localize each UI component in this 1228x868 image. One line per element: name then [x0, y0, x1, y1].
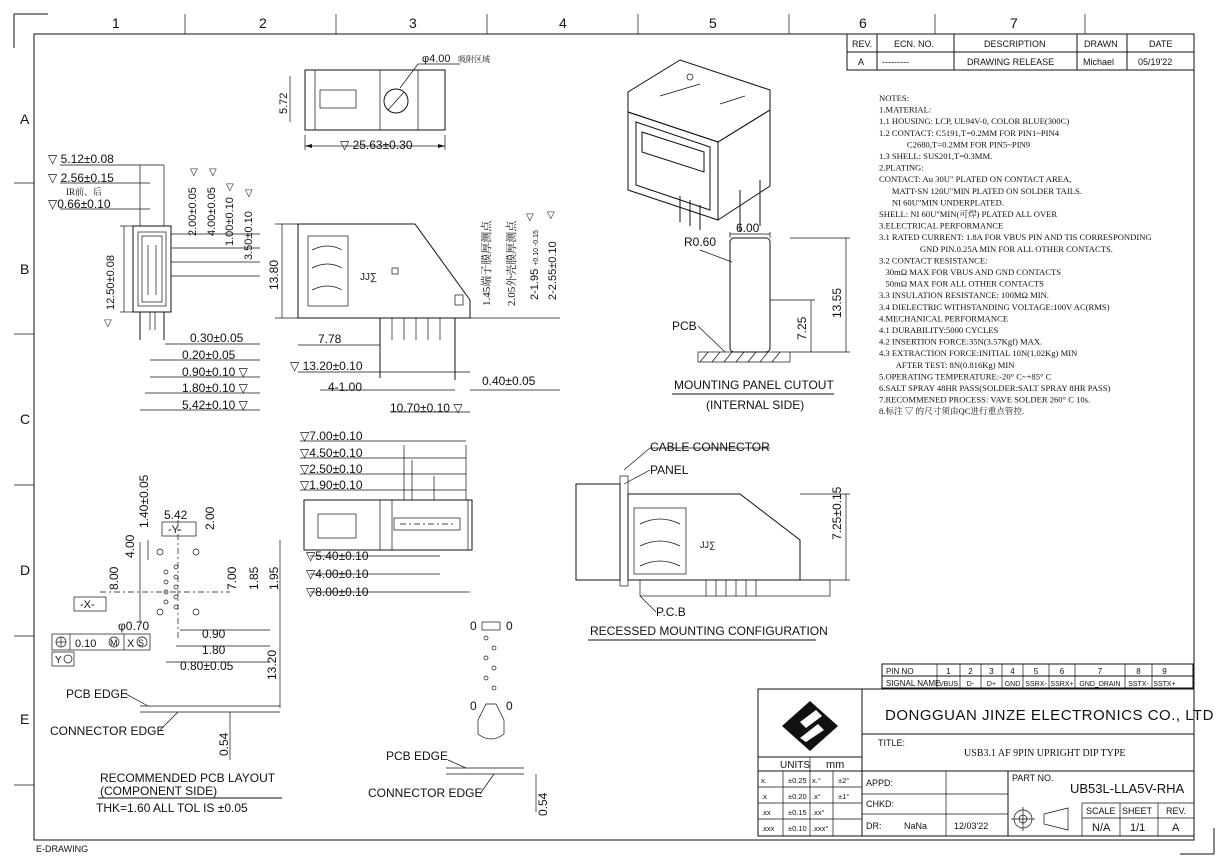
pin-number: 5: [1033, 667, 1039, 676]
gdt-datum-y: Y: [55, 655, 62, 666]
tolerance-cell: .xx°: [812, 808, 825, 817]
rev-label: REV.: [1166, 806, 1187, 816]
dim-front-d10: 0.20±0.05: [182, 348, 236, 362]
units-value: mm: [826, 759, 845, 771]
bottom-dim-c: ▽2.50±0.10: [300, 462, 363, 476]
note-line: 3.2 CONTACT RESISTANCE:: [879, 255, 988, 266]
col-label-2: 2: [259, 15, 267, 31]
date-header: DATE: [1149, 39, 1173, 49]
tolerance-cell: .xx: [761, 808, 771, 817]
pin-signal: SSRX+: [1050, 681, 1074, 688]
drawer-name: NaNa: [904, 821, 928, 831]
gdt-tolerance: 0.10: [75, 638, 97, 650]
bottom-dim-g: ▽8.00±0.10: [306, 585, 369, 599]
description-value: DRAWING RELEASE: [967, 57, 1055, 67]
gdt-modifier: M: [110, 638, 118, 648]
dim-front-d7: 3.50±0.10: [243, 211, 255, 260]
cutout-height: 13.55: [830, 287, 844, 318]
pcb-layout-subtitle: (COMPONENT SIDE): [100, 784, 218, 798]
pin-no-label: PIN NO: [886, 667, 914, 676]
dim-top-height: 5.72: [278, 92, 290, 114]
pcb-dim-a: 1.40±0.05: [137, 474, 151, 528]
edge-zero-3: 0: [470, 699, 477, 713]
edge-dim: 0.54: [536, 792, 550, 816]
cutout-height2: 7.25: [795, 316, 809, 340]
tolerance-cell: ±0.15: [788, 808, 807, 817]
note-line: 3.1 RATED CURRENT: 1.8A FOR VBUS PIN AND TIS CORRESPONDING: [879, 232, 1152, 243]
dim-side-c: 4-1.00: [328, 380, 363, 394]
tolerance-cell: x.°: [812, 776, 821, 785]
dim-front-d4: 2.00±0.05: [187, 187, 199, 236]
cutout-subtitle: (INTERNAL SIDE): [706, 398, 805, 412]
note-line: 3.3 INSULATION RESISTANCE: 100MΩ MIN.: [879, 290, 1049, 301]
edge-detail: [368, 619, 550, 816]
tolerance-cell: ±2°: [838, 776, 850, 785]
recessed-height: 7.25±0.15: [830, 486, 844, 540]
note-line: SHELL: NI 60U"MIN(可焊) PLATED ALL OVER: [879, 209, 1058, 219]
footer-label: E-DRAWING: [36, 844, 89, 854]
rev-value-block: A: [1172, 822, 1180, 834]
tolerance-cell: ±0.25: [788, 776, 807, 785]
pin-signal: GND: [1004, 681, 1021, 688]
pin-number: 8: [1136, 667, 1141, 676]
recessed-panel-label: PANEL: [650, 463, 689, 477]
bottom-dim-e: ▽5.40±0.10: [306, 549, 369, 563]
pin-signal: VBUS: [938, 681, 959, 688]
pin-signal: GND_DRAIN: [1079, 681, 1121, 688]
recessed-mounting-configuration: [576, 440, 850, 640]
gdt-datum-s: S: [138, 638, 145, 648]
pcb-dim-m: 0.54: [217, 732, 231, 756]
dim-front-d11: 0.90±0.10 ▽: [182, 365, 248, 379]
dim-side-height: 13.80: [267, 259, 281, 290]
pcb-edge-label: PCB EDGE: [66, 687, 129, 701]
pcb-layout-title: RECOMMENDED PCB LAYOUT: [100, 771, 276, 785]
pcb-hole-dia: φ0.70: [118, 619, 150, 633]
note-line: CONTACT: Au 30U" PLATED ON CONTACT AREA,: [879, 174, 1072, 185]
suction-area-label: 吸附区域: [458, 55, 490, 64]
pin-number: 2: [968, 667, 973, 676]
tolerance-cell: .xxx: [761, 824, 775, 833]
pcb-dim-b: 5.42: [164, 508, 188, 522]
pin-signal: SSRX-: [1025, 681, 1047, 688]
description-header: DESCRIPTION: [984, 39, 1046, 49]
note-line: 4.1 DURABILITY:5000 CYCLES: [879, 325, 999, 335]
pin-number: 6: [1059, 667, 1065, 676]
edge-zero-2: 0: [506, 619, 513, 633]
pcb-dim-i: 0.90: [202, 627, 226, 641]
pcb-dim-e: 8.00: [107, 566, 121, 590]
note-line: 7.RECOMMENED PROCESS: VAVE SOLDER 260° C 10s.: [879, 394, 1091, 405]
bottom-dim-f: ▽4.00±0.10: [306, 567, 369, 581]
col-label-7: 7: [1010, 15, 1018, 31]
cutout-pcb-label: PCB: [672, 319, 697, 333]
col-label-6: 6: [859, 15, 867, 31]
note-line: C2680,T=0.2MM FOR PIN5~PIN9: [879, 139, 1031, 150]
units-label: UNITS: [780, 760, 810, 771]
tolerance-cell: x.: [761, 776, 767, 785]
tolerance-cell: ±1°: [838, 792, 850, 801]
scale-label: SCALE: [1086, 806, 1116, 816]
dim-front-d2: ▽ 2.56±0.15: [48, 171, 114, 185]
ecn-value: ---------: [882, 57, 909, 67]
revision-table: [847, 34, 1194, 70]
pcb-datum-y: -Y-: [168, 524, 182, 536]
tolerance-cell: .x: [761, 792, 767, 801]
dim-side-v3: 2-1.95 +0.10 -0.15: [529, 230, 541, 300]
mounting-panel-cutout: [672, 221, 850, 412]
note-line: AFTER TEST: 8N(0.816Kg) MIN: [879, 359, 1015, 370]
edge-connector-label: CONNECTOR EDGE: [368, 786, 483, 800]
recessed-title: RECESSED MOUNTING CONFIGURATION: [590, 624, 828, 638]
drawn-header: DRAWN: [1084, 39, 1118, 49]
gdt-datum-x: X: [127, 638, 135, 650]
pcb-layout-tolerance: THK=1.60 ALL TOL IS ±0.05: [96, 801, 248, 815]
recessed-mark-label: JJ∑: [700, 540, 716, 550]
dim-side-v1: 1.45端子膜厚测点: [481, 220, 493, 306]
front-view: [48, 152, 260, 412]
col-label-1: 1: [112, 15, 120, 31]
pcb-dim-k: 0.80±0.05: [180, 659, 234, 673]
dim-side-d: 10.70±0.10 ▽: [390, 401, 463, 415]
pcb-dim-d: 4.00: [123, 534, 137, 558]
note-line: 1.MATERIAL:: [879, 104, 932, 115]
side-view: [267, 210, 560, 415]
pin-number: 7: [1097, 667, 1103, 676]
company-name: DONGGUAN JINZE ELECTRONICS CO., LTD: [885, 707, 1214, 724]
dim-front-d3: ▽0.66±0.10: [48, 197, 111, 211]
recommended-pcb-layout: [50, 474, 282, 815]
pcb-dim-f: 7.00: [225, 566, 239, 590]
projection-symbol-icon: [1011, 807, 1068, 831]
pin-table: [882, 664, 1193, 688]
note-line: NOTES:: [879, 93, 910, 103]
pin-signal: SSTX+: [1153, 681, 1176, 688]
dim-suction-diameter: φ4.00: [422, 53, 451, 65]
note-line: 1.2 CONTACT: C5191,T=0.2MM FOR PIN1~PIN4: [879, 127, 1060, 138]
dim-side-a: 7.78: [318, 332, 342, 346]
bottom-dim-a: ▽7.00±0.10: [300, 429, 363, 443]
dim-top-length: ▽ 25.63±0.30: [340, 138, 413, 152]
cutout-width: 6.00: [736, 221, 760, 235]
dim-front-d5: 4.00±0.05: [206, 187, 218, 236]
mark-d5: ▽: [209, 167, 217, 178]
pcb-dim-h: 1.95: [267, 566, 281, 590]
edge-hole-column: [484, 636, 496, 690]
sheet-label: SHEET: [1122, 806, 1153, 816]
pcb-dim-g: 1.85: [247, 566, 261, 590]
dim-side-e: 0.40±0.05: [482, 374, 536, 388]
mark-d7: ▽: [245, 188, 253, 199]
recessed-cable-label: CABLE CONNECTOR: [650, 440, 770, 454]
pin-number: 4: [1010, 667, 1015, 676]
side-mark-label: JJ∑: [360, 272, 378, 283]
dim-front-d1: ▽ 5.12±0.08: [48, 152, 114, 166]
note-line: NI 60U"MIN UNDERPLATED.: [879, 197, 1005, 208]
note-line: 30mΩ MAX FOR VBUS AND GND CONTACTS: [879, 267, 1061, 277]
title-block: [758, 689, 1214, 836]
note-line: 8.标注 ▽ 的尺寸须由QC进行重点管控.: [879, 406, 1025, 417]
part-number: UB53L-LLA5V-RHA: [1070, 781, 1185, 796]
pin-number: 9: [1162, 667, 1167, 676]
rev-header: REV.: [852, 39, 873, 49]
edge-zero-4: 0: [506, 699, 513, 713]
mark-d8: ▽: [104, 318, 112, 329]
note-line: 4.MECHANICAL PERFORMANCE: [879, 313, 1009, 324]
pin-signal: SSTX-: [1128, 681, 1149, 688]
dim-side-v4: 2-2.55±0.10: [547, 241, 559, 300]
row-label-d: D: [20, 562, 31, 578]
cutout-radius: R0.60: [684, 235, 717, 249]
row-label-e: E: [20, 711, 30, 727]
dim-side-v2: 2.05外壳膜厚测点: [506, 220, 518, 306]
appd-label: APPD:: [866, 778, 894, 788]
cutout-title: MOUNTING PANEL CUTOUT: [674, 378, 834, 392]
tolerance-cell: .xxx°: [812, 824, 829, 833]
pcb-dim-l: 13.20: [265, 649, 279, 680]
dim-front-d9: 0.30±0.05: [190, 331, 244, 345]
date-value: 05/19'22: [1138, 57, 1173, 67]
note-line: 1.1 HOUSING: LCP, UL94V-0, COLOR BLUE(300C): [879, 116, 1070, 127]
dim-side-b: ▽ 13.20±0.10: [290, 359, 363, 373]
pin-number: 3: [989, 667, 994, 676]
note-line: 50mΩ MAX FOR ALL OTHER CONTACTS: [879, 278, 1044, 289]
note-line: 4.2 INSERTION FORCE:35N(3.57Kgf) MAX.: [879, 336, 1043, 347]
ecn-header: ECN. NO.: [894, 39, 935, 49]
pcb-datum-x: -X-: [80, 599, 95, 611]
note-line: 5.OPERATING TEMPERATURE:-20° C~+85° C: [879, 371, 1052, 382]
title-label: TITLE:: [878, 738, 906, 748]
dr-label: DR:: [866, 821, 882, 831]
mark-v3: ▽: [526, 212, 534, 223]
drawing-title: USB3.1 AF 9PIN UPRIGHT DIP TYPE: [964, 748, 1126, 759]
iso-3d-view: [628, 60, 770, 232]
scale-value: N/A: [1092, 822, 1111, 834]
bottom-dim-b: ▽4.50±0.10: [300, 446, 363, 460]
sheet-value: 1/1: [1130, 822, 1146, 834]
pcb-dim-j: 1.80: [202, 643, 226, 657]
signal-name-label: SIGNAL NAME: [886, 679, 941, 688]
col-label-4: 4: [559, 15, 567, 31]
recessed-pcb-label: P.C.B: [656, 605, 686, 619]
row-label-a: A: [20, 111, 30, 127]
edge-pcb-label: PCB EDGE: [386, 749, 449, 763]
note-line: MATT-SN 120U"MIN PLATED ON SOLDER TAILS.: [879, 185, 1082, 196]
mark-d6: ▽: [226, 182, 234, 193]
col-label-3: 3: [409, 15, 417, 31]
note-line: GND PIN.0.25A MIN FOR ALL OTHER CONTACTS.: [879, 243, 1113, 254]
dim-front-d6: 1.00±0.10: [224, 197, 236, 246]
col-label-5: 5: [709, 15, 717, 31]
tolerance-cell: .x°: [812, 792, 821, 801]
dim-front-height: 12.50±0.08: [105, 255, 117, 310]
note-line: 2.PLATING:: [879, 162, 924, 173]
pin-signal: D+: [986, 681, 997, 688]
gdt-frame: [52, 634, 150, 666]
pcb-dim-c: 2.00: [203, 506, 217, 530]
drawn-date: 12/03'22: [954, 821, 989, 831]
drawn-value: Michael: [1083, 57, 1115, 67]
note-line: 3.ELECTRICAL PERFORMANCE: [879, 220, 1004, 231]
edge-zero-1: 0: [470, 619, 477, 633]
bottom-dim-d: ▽1.90±0.10: [300, 478, 363, 492]
pin-number: 1: [946, 667, 951, 676]
tolerance-cell: ±0.10: [788, 824, 807, 833]
row-label-b: B: [20, 261, 30, 277]
note-line: 4.3 EXTRACTION FORCE:INITIAL 10N(1.02Kg) MIN: [879, 348, 1078, 359]
note-line: 3.4 DIELECTRIC WITHSTANDING VOLTAGE:100V AC(RMS): [879, 301, 1110, 312]
note-line: 6.SALT SPRAY 48HR PASS(SOLDER:SALT SPRAY 8HR PASS): [879, 383, 1111, 393]
note-line: 1.3 SHELL: SUS201,T=0.3MM.: [879, 151, 993, 161]
chkd-label: CHKD:: [866, 799, 895, 809]
mark-d4: ▽: [190, 167, 198, 178]
tolerance-cell: ±0.20: [788, 792, 807, 801]
row-label-c: C: [20, 411, 31, 427]
part-no-label: PART NO.: [1012, 773, 1054, 783]
mark-v4: ▽: [547, 210, 555, 221]
dim-front-d12: 1.80±0.10 ▽: [182, 381, 248, 395]
dim-front-d13: 5.42±0.10 ▽: [182, 398, 248, 412]
rev-value: A: [858, 57, 865, 67]
top-view: [278, 53, 490, 152]
ir-label: IR前、后: [66, 187, 103, 197]
notes-block: [879, 93, 1152, 416]
company-logo: [782, 701, 838, 751]
connector-edge-label: CONNECTOR EDGE: [50, 724, 165, 738]
tolerance-rows: [761, 776, 849, 833]
bottom-view: [300, 429, 472, 599]
sheet-border: [14, 14, 1214, 854]
pin-signal: D-: [966, 681, 975, 688]
